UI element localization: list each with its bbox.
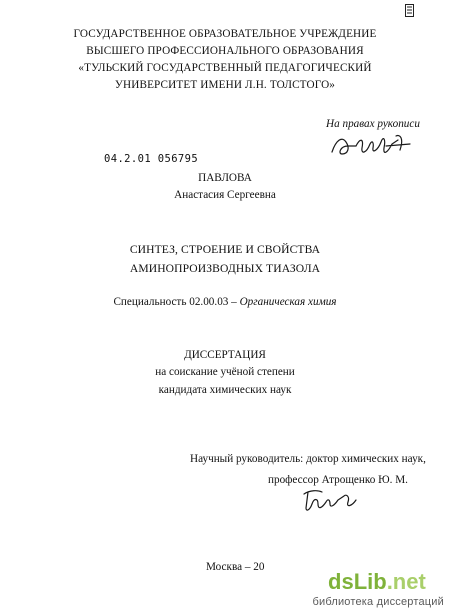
watermark [312,568,444,608]
thesis-title-line-2: АМИНОПРОИЗВОДНЫХ ТИАЗОЛА [129,262,321,275]
author-given-names: Анастасия Сергеевна [174,189,276,201]
dissertation-degree-line-1: на соискание учёной степени [155,366,295,378]
specialty [0,294,450,312]
watermark-caption: библиотека диссертаций [312,596,444,608]
city-year: Москва – 20 [206,561,265,573]
institution-line-3: «ТУЛЬСКИЙ ГОСУДАРСТВЕННЫЙ ПЕДАГОГИЧЕСКИЙ [78,62,372,74]
dissertation-degree-line-2: кандидата химических наук [158,384,292,396]
thesis-title-line-1: СИНТЕЗ, СТРОЕНИЕ И СВОЙСТВА [129,243,321,256]
svg-text:dsLib.net: dsLib.net [328,569,426,594]
supervisor-signature [300,486,360,514]
institution-line-2: ВЫСШЕГО ПРОФЕССИОНАЛЬНОГО ОБРАЗОВАНИЯ [86,45,364,57]
author-signature [326,130,414,162]
institution-line-4: УНИВЕРСИТЕТ ИМЕНИ Л.Н. ТОЛСТОГО» [114,79,336,91]
corner-mark-icon [405,4,414,17]
supervisor-line-2: профессор Атрощенко Ю. М. [268,474,408,486]
institution-line-1: ГОСУДАРСТВЕННОЕ ОБРАЗОВАТЕЛЬНОЕ УЧРЕЖДЕНИЕ [73,28,377,40]
dslib-logo [326,568,444,594]
dissertation-heading: ДИССЕРТАЦИЯ [184,349,266,361]
rights-note: На правах рукописи [326,118,420,130]
stamp-number: 04.2.01 056795 [104,153,199,165]
author-surname: ПАВЛОВА [198,172,252,184]
specialty-prefix: Специальность 02.00.03 – [113,296,237,308]
specialty-field: Органическая химия [239,296,337,308]
supervisor-line-1: Научный руководитель: доктор химических наук, [190,453,426,465]
